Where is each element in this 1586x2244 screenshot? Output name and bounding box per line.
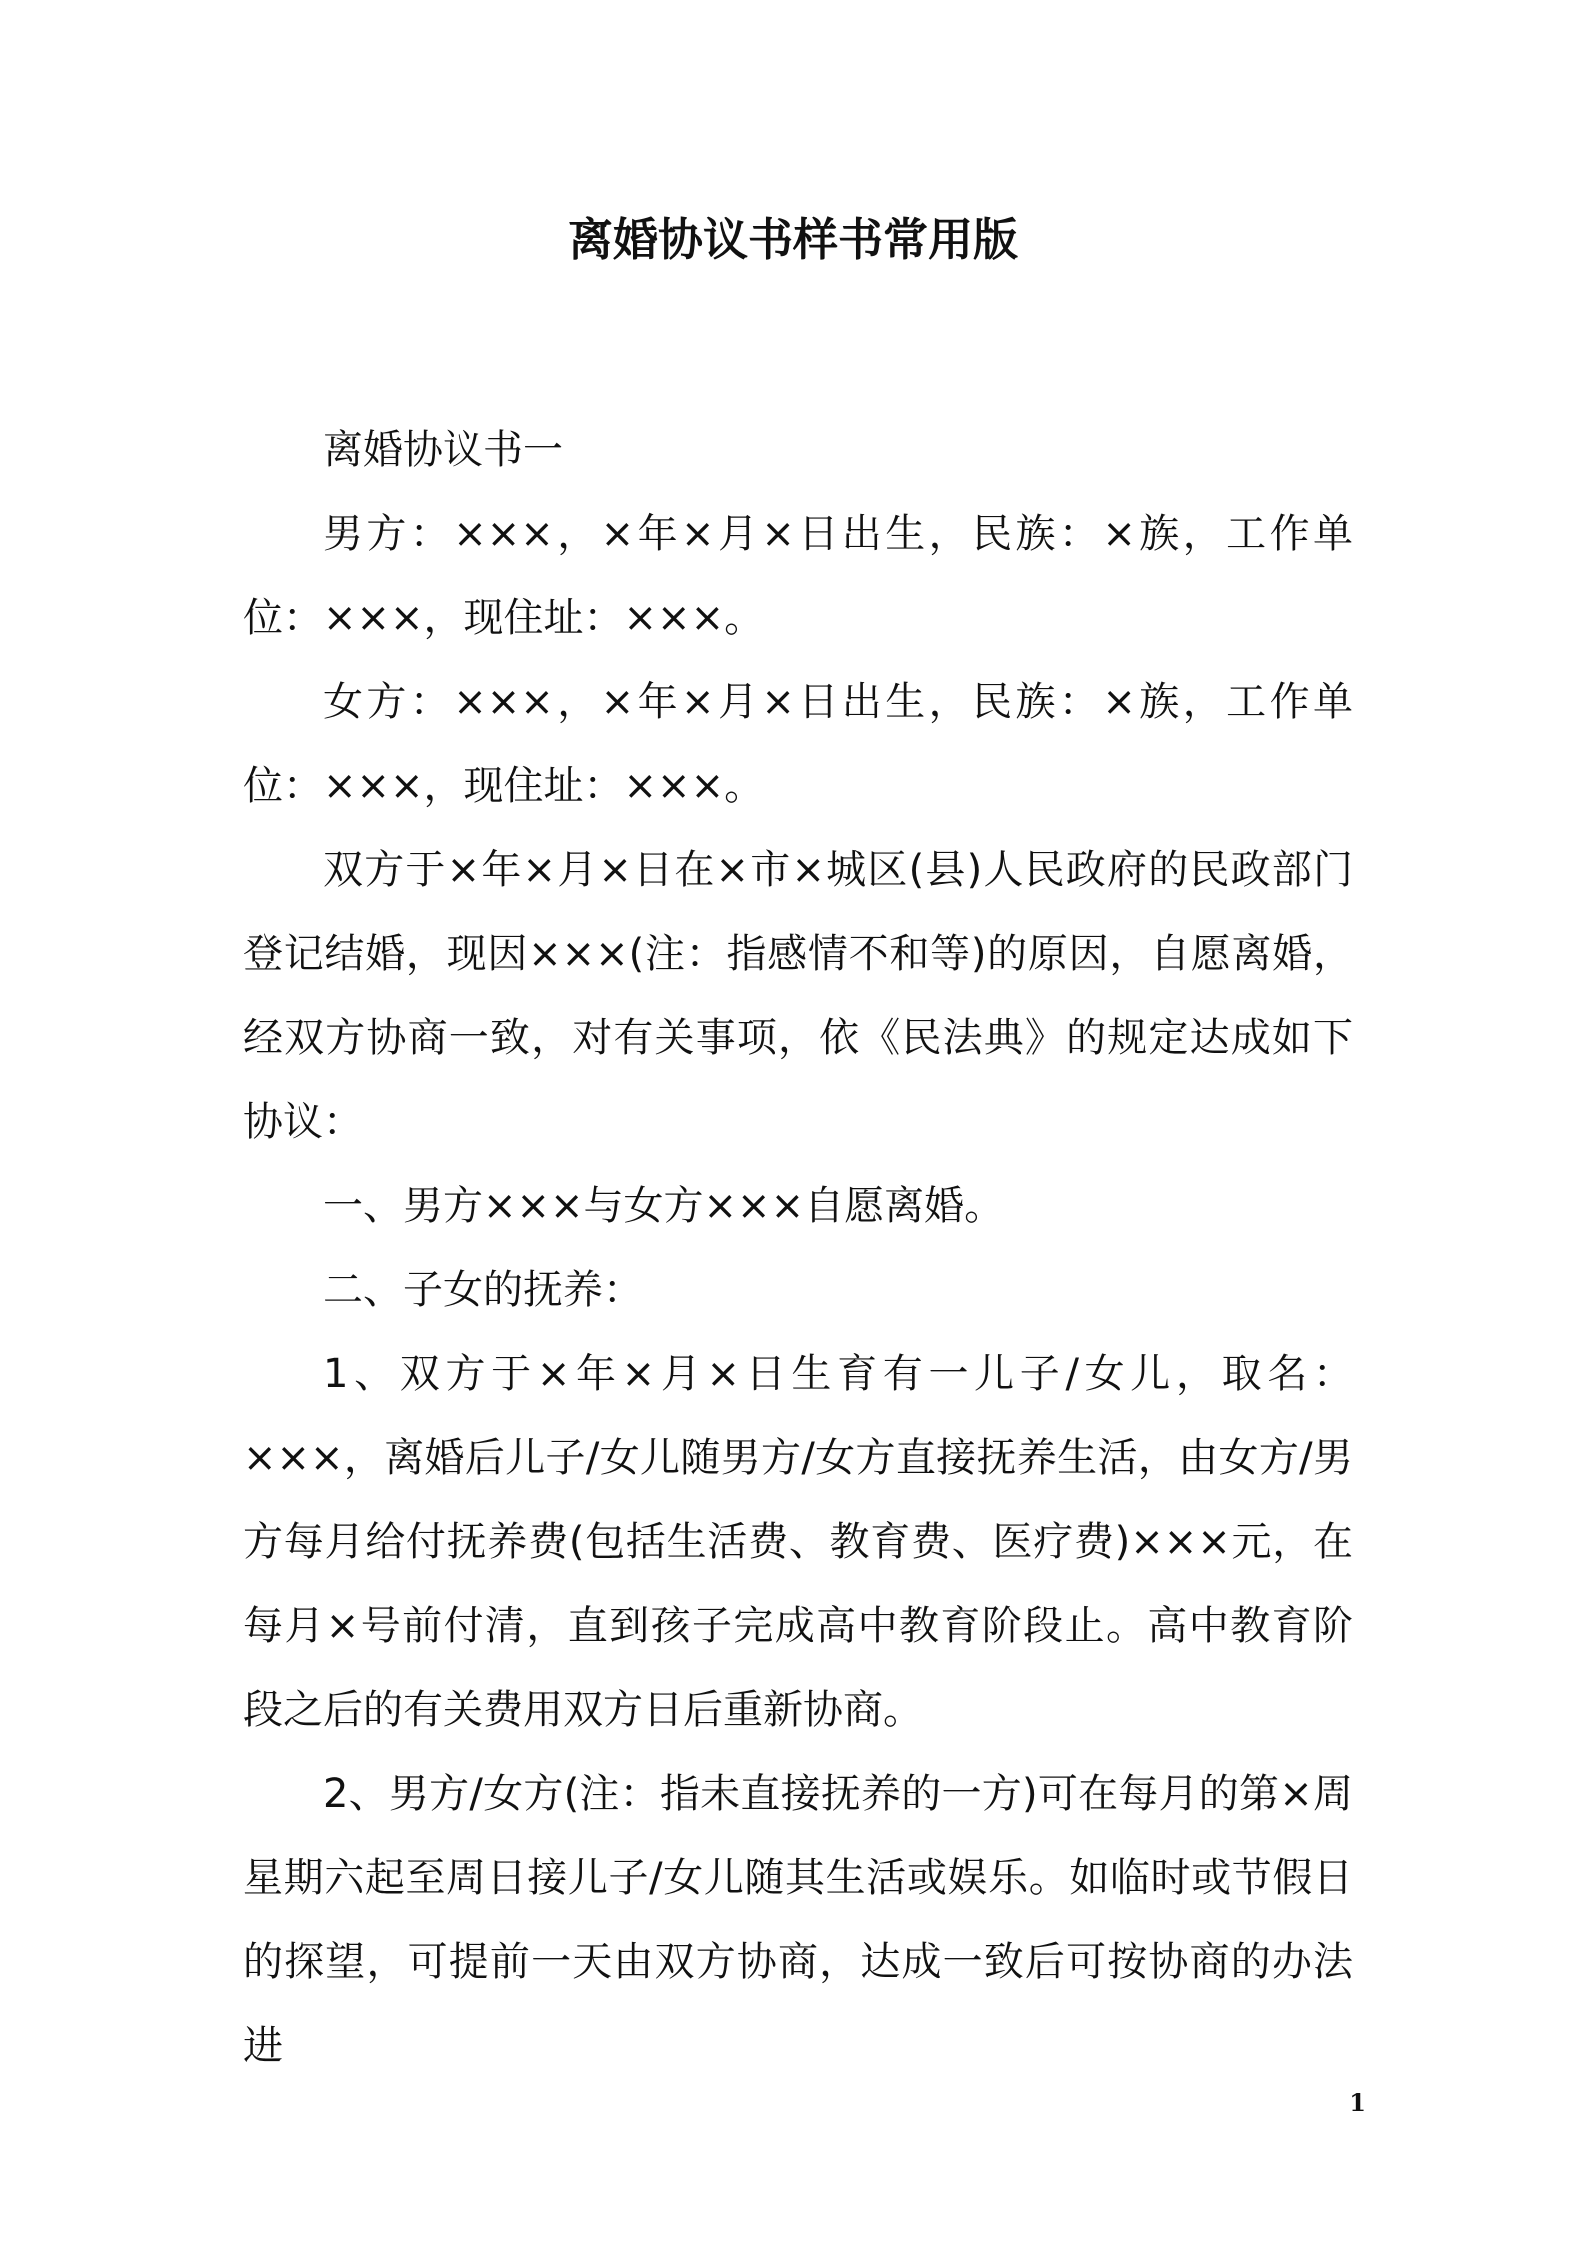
- paragraph-male-party: 男方：×××，×年×月×日出生，民族：×族，工作单位：×××，现住址：×××。: [243, 511, 1353, 641]
- paragraph-marriage-info: 双方于×年×月×日在×市×城区(县)人民政府的民政部门登记结婚，现因×××(注：指感情不和等)的原因，自愿离婚，经双方协商一致，对有关事项，依《民法典》的规定达成如下协议：: [243, 847, 1353, 1145]
- page-number: 1: [1349, 2088, 1366, 2117]
- clause-child-custody-heading: 二、子女的抚养：: [323, 1267, 643, 1313]
- document-title: 离婚协议书样书常用版: [567, 213, 1018, 266]
- section-heading: 离婚协议书一: [323, 427, 563, 473]
- clause-visitation: 2、男方/女方(注：指未直接抚养的一方)可在每月的第×周星期六起至周日接儿子/女儿随其生活或娱乐。如临时或节假日的探望，可提前一天由双方协商，达成一致后可按协商的办法进: [243, 1771, 1353, 2069]
- document-body: [243, 408, 1353, 2088]
- clause-divorce: 一、男方×××与女方×××自愿离婚。: [323, 1183, 1005, 1229]
- paragraph-female-party: 女方：×××，×年×月×日出生，民族：×族，工作单位：×××，现住址：×××。: [243, 679, 1353, 809]
- clause-child-support: 1、双方于×年×月×日生育有一儿子/女儿，取名：×××，离婚后儿子/女儿随男方/女方直接抚养生活，由女方/男方每月给付抚养费(包括生活费、教育费、医疗费)×××元，在每月×号前付清，直到孩子完成高中教育阶段止。高中教育阶段之后的有关费用双方日后重新协商。: [243, 1351, 1353, 1733]
